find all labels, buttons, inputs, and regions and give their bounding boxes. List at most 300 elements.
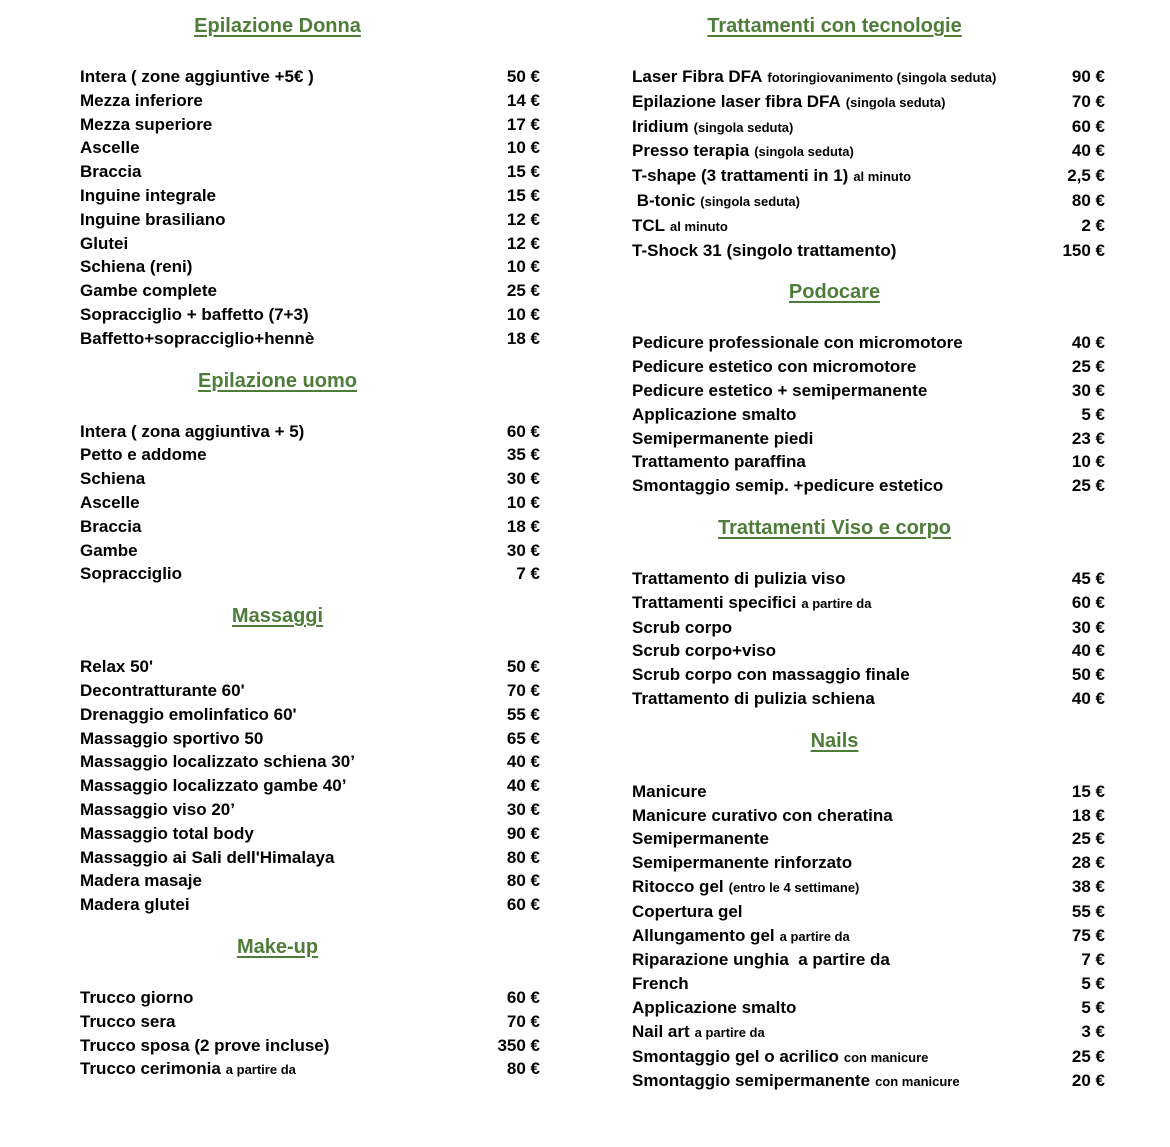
price-row xyxy=(632,403,1105,427)
service-price: 20 € xyxy=(1071,1071,1105,1091)
price-row xyxy=(80,893,540,917)
service-name-text: Scrub corpo con massaggio finale xyxy=(632,665,910,685)
service-name-text: Semipermanente xyxy=(632,829,769,849)
section-items xyxy=(632,780,1105,1094)
price-row xyxy=(80,65,540,89)
service-name-text: T-Shock 31 (singolo trattamento) xyxy=(632,240,897,260)
price-row xyxy=(632,996,1105,1020)
service-name-text: Pedicure estetico + semipermanente xyxy=(632,380,928,400)
price-row xyxy=(632,972,1105,996)
service-name xyxy=(632,639,1047,663)
price-row xyxy=(80,822,540,846)
price-row xyxy=(80,655,540,679)
price-row xyxy=(632,1069,1105,1094)
service-price: 10 € xyxy=(506,492,540,512)
service-name xyxy=(632,780,1047,804)
price-row xyxy=(80,184,540,208)
service-price: 55 € xyxy=(506,704,540,724)
price-row xyxy=(632,591,1105,616)
price-row xyxy=(632,1045,1105,1070)
section-items xyxy=(80,420,540,587)
price-row xyxy=(80,798,540,822)
section-title: Epilazione uomo xyxy=(198,369,357,392)
price-row xyxy=(632,239,1105,263)
service-name-text: Nail art xyxy=(632,1021,690,1041)
price-row xyxy=(80,846,540,870)
section-title: Trattamenti con tecnologie xyxy=(707,15,962,37)
price-row xyxy=(632,780,1105,804)
service-name-text: Massaggio ai Sali dell'Himalaya xyxy=(80,847,335,867)
price-row xyxy=(80,774,540,798)
price-row xyxy=(632,567,1105,591)
service-name-text: Pedicure estetico con micromotore xyxy=(632,357,917,377)
price-row xyxy=(80,703,540,727)
service-name-text: Massaggio total body xyxy=(80,823,254,843)
service-price: 40 € xyxy=(1071,141,1105,161)
service-name xyxy=(632,403,1047,427)
service-name-text: Applicazione smalto xyxy=(632,404,797,424)
service-price: 7 € xyxy=(1081,950,1105,970)
service-price: 60 € xyxy=(506,895,540,915)
service-price: 80 € xyxy=(506,1059,540,1079)
service-name xyxy=(80,327,482,351)
service-price: 10 € xyxy=(506,257,540,277)
service-name-text: Laser Fibra DFA xyxy=(632,67,763,86)
service-name-text: Smontaggio gel o acrilico xyxy=(632,1046,839,1066)
service-price: 90 € xyxy=(1071,67,1105,86)
section-title: Podocare xyxy=(788,281,881,304)
service-price: 18 € xyxy=(1071,805,1105,825)
service-price: 12 € xyxy=(506,233,540,253)
service-name-text: Allungamento gel xyxy=(632,925,775,945)
price-section xyxy=(80,369,540,587)
service-name-text: Massaggio viso 20’ xyxy=(80,799,235,819)
price-row xyxy=(80,327,540,351)
service-price: 60 € xyxy=(506,987,540,1007)
price-row xyxy=(632,924,1105,949)
service-name xyxy=(80,655,482,679)
price-row xyxy=(632,115,1105,140)
price-row xyxy=(632,164,1105,189)
price-row xyxy=(632,189,1105,214)
service-name-text: Petto e addome xyxy=(80,445,207,465)
service-name-text: Scrub corpo+viso xyxy=(632,641,777,661)
service-name-text: Madera masaje xyxy=(80,871,202,891)
service-name xyxy=(632,996,1047,1020)
service-name xyxy=(632,567,1047,591)
service-name xyxy=(632,851,1047,875)
service-name-text: Smontaggio semip. +pedicure estetico xyxy=(632,476,944,496)
service-name xyxy=(80,255,482,279)
price-row xyxy=(80,562,540,586)
section-items xyxy=(80,655,540,917)
service-name xyxy=(632,115,1047,140)
service-price: 15 € xyxy=(1071,781,1105,801)
service-price: 5 € xyxy=(1081,404,1105,424)
price-row xyxy=(632,616,1105,640)
service-price: 30 € xyxy=(1071,380,1105,400)
service-name xyxy=(80,303,482,327)
service-price: 2 € xyxy=(1081,215,1105,235)
service-name-text: Gambe xyxy=(80,540,138,560)
service-name-text: Massaggio localizzato schiena 30’ xyxy=(80,752,355,772)
price-row xyxy=(632,851,1105,875)
service-price: 70 € xyxy=(506,1011,540,1031)
price-row xyxy=(632,450,1105,474)
price-row xyxy=(80,515,540,539)
service-name xyxy=(632,972,1047,996)
service-name-text: Epilazione laser fibra DFA xyxy=(632,91,841,111)
price-section xyxy=(632,729,1105,1094)
section-title: Make-up xyxy=(236,935,319,958)
service-name xyxy=(80,750,482,774)
service-price: 17 € xyxy=(506,114,540,134)
service-name xyxy=(80,727,482,751)
service-name-text: Trucco sposa (2 prove incluse) xyxy=(80,1035,330,1055)
service-price: 150 € xyxy=(1062,240,1105,260)
price-section xyxy=(632,14,1105,262)
service-price: 80 € xyxy=(506,871,540,891)
service-name-text: Trucco giorno xyxy=(80,987,194,1007)
price-section xyxy=(80,604,540,917)
service-name xyxy=(80,208,482,232)
service-price: 10 € xyxy=(506,304,540,324)
service-name-text: Applicazione smalto xyxy=(632,997,797,1017)
price-row xyxy=(80,89,540,113)
price-row xyxy=(632,90,1105,115)
service-price: 80 € xyxy=(1071,190,1105,210)
price-section xyxy=(80,935,540,1082)
service-name xyxy=(632,214,1047,239)
service-price: 7 € xyxy=(516,564,540,584)
price-row xyxy=(80,160,540,184)
service-price: 60 € xyxy=(1071,592,1105,612)
left-column xyxy=(80,14,540,1094)
service-name xyxy=(632,1069,1047,1094)
service-price: 25 € xyxy=(1071,357,1105,377)
price-row xyxy=(632,948,1105,972)
service-note: con manicure xyxy=(875,1074,960,1090)
service-name xyxy=(80,822,482,846)
price-row xyxy=(632,687,1105,711)
service-name-text: B-tonic xyxy=(632,190,696,210)
service-price: 60 € xyxy=(506,421,540,441)
service-name xyxy=(80,1034,482,1058)
service-name xyxy=(80,89,482,113)
service-name xyxy=(632,239,1047,263)
service-price: 12 € xyxy=(506,209,540,229)
price-row xyxy=(80,443,540,467)
service-price: 10 € xyxy=(506,138,540,158)
service-name-text: Braccia xyxy=(80,516,142,536)
service-name-text: Relax 50' xyxy=(80,657,154,677)
service-name xyxy=(80,65,482,89)
service-price: 40 € xyxy=(506,776,540,796)
service-price: 40 € xyxy=(1071,688,1105,708)
section-title: Nails xyxy=(810,729,859,752)
service-price: 50 € xyxy=(506,67,540,86)
service-price: 23 € xyxy=(1071,428,1105,448)
service-name-text: Semipermanente piedi xyxy=(632,428,814,448)
service-name-text: Semipermanente rinforzato xyxy=(632,853,853,873)
service-name-text: Pedicure professionale con micromotore xyxy=(632,333,963,353)
price-row xyxy=(632,139,1105,164)
service-name-text: Sopracciglio + baffetto (7+3) xyxy=(80,304,309,324)
service-price: 45 € xyxy=(1071,568,1105,588)
service-name-text: Drenaggio emolinfatico 60' xyxy=(80,704,297,724)
service-name xyxy=(632,900,1047,924)
service-name xyxy=(632,827,1047,851)
service-name-text: Gambe complete xyxy=(80,281,217,301)
service-name-text: Iridium xyxy=(632,116,689,136)
section-items xyxy=(632,65,1105,262)
service-name-text: French xyxy=(632,974,689,994)
service-name xyxy=(80,562,482,586)
service-note: al minuto xyxy=(853,169,912,185)
service-name xyxy=(80,774,482,798)
service-name xyxy=(80,113,482,137)
service-name-text: Intera ( zona aggiuntiva + 5) xyxy=(80,421,305,441)
service-price: 18 € xyxy=(506,328,540,348)
service-name-text: Ascelle xyxy=(80,138,140,158)
service-name xyxy=(80,846,482,870)
service-price: 90 € xyxy=(506,823,540,843)
service-name-text: Massaggio localizzato gambe 40’ xyxy=(80,776,347,796)
service-price: 30 € xyxy=(506,540,540,560)
service-name-text: Manicure curativo con cheratina xyxy=(632,805,893,825)
service-name xyxy=(80,136,482,160)
service-name xyxy=(632,875,1047,900)
service-price: 75 € xyxy=(1071,925,1105,945)
service-note: (singola seduta) xyxy=(693,119,794,135)
service-name xyxy=(632,687,1047,711)
service-price: 35 € xyxy=(506,445,540,465)
service-name-text: Trattamento paraffina xyxy=(632,452,806,472)
service-name xyxy=(632,139,1047,164)
service-price: 70 € xyxy=(1071,91,1105,111)
service-price: 40 € xyxy=(1071,333,1105,353)
service-name xyxy=(632,804,1047,828)
service-name xyxy=(632,1045,1047,1070)
service-name-text: Schiena xyxy=(80,469,146,489)
service-note: al minuto xyxy=(670,218,728,234)
service-name xyxy=(80,893,482,917)
service-name xyxy=(632,474,1047,498)
price-row xyxy=(632,474,1105,498)
service-name xyxy=(632,663,1047,687)
price-row xyxy=(632,1020,1105,1045)
service-name-text: Madera glutei xyxy=(80,895,190,915)
right-column xyxy=(632,14,1105,1094)
price-row xyxy=(80,255,540,279)
service-name-text: Trucco cerimonia xyxy=(80,1059,221,1079)
service-name xyxy=(632,189,1047,214)
price-row xyxy=(80,750,540,774)
section-items xyxy=(80,65,540,351)
service-name xyxy=(80,869,482,893)
service-price: 30 € xyxy=(506,799,540,819)
service-price: 80 € xyxy=(506,847,540,867)
service-name xyxy=(80,798,482,822)
service-note: a partire da xyxy=(694,1024,765,1040)
service-price: 30 € xyxy=(506,469,540,489)
price-row xyxy=(632,827,1105,851)
service-price: 65 € xyxy=(506,728,540,748)
service-name-text: Glutei xyxy=(80,233,129,253)
price-row xyxy=(632,804,1105,828)
service-price: 14 € xyxy=(506,90,540,110)
service-name xyxy=(80,184,482,208)
service-name-text: T-shape (3 trattamenti in 1) xyxy=(632,166,849,186)
service-name-text: Riparazione unghia a partire da xyxy=(632,950,890,970)
service-price: 10 € xyxy=(1071,452,1105,472)
price-row xyxy=(632,379,1105,403)
section-items xyxy=(632,567,1105,711)
section-title: Trattamenti Viso e corpo xyxy=(717,516,952,539)
service-price: 15 € xyxy=(506,185,540,205)
service-name xyxy=(632,450,1047,474)
service-name-text: Ascelle xyxy=(80,492,140,512)
service-note: fotoringiovanimento (singola seduta) xyxy=(767,70,997,85)
service-name xyxy=(80,443,482,467)
service-name-text: Inguine integrale xyxy=(80,185,217,205)
service-name-text: Trattamento di pulizia viso xyxy=(632,568,846,588)
service-name xyxy=(632,331,1047,355)
service-name xyxy=(80,279,482,303)
service-price: 38 € xyxy=(1071,876,1105,896)
service-name xyxy=(632,427,1047,451)
price-row xyxy=(80,303,540,327)
service-name-text: Copertura gel xyxy=(632,901,743,921)
service-price: 5 € xyxy=(1081,997,1105,1017)
price-row xyxy=(80,113,540,137)
price-row xyxy=(632,65,1105,90)
price-section xyxy=(632,280,1105,498)
price-row xyxy=(80,1010,540,1034)
service-name-text: Presso terapia xyxy=(632,141,750,161)
service-note: a partire da xyxy=(779,928,850,944)
service-name xyxy=(80,467,482,491)
price-row xyxy=(632,214,1105,239)
service-name xyxy=(80,160,482,184)
service-price: 40 € xyxy=(1071,641,1105,661)
service-name-text: Smontaggio semipermanente xyxy=(632,1071,871,1091)
price-row xyxy=(632,663,1105,687)
service-name xyxy=(632,164,1047,189)
price-row xyxy=(80,1034,540,1058)
service-name-text: Decontratturante 60' xyxy=(80,680,245,700)
price-row xyxy=(80,136,540,160)
price-row xyxy=(632,427,1105,451)
service-name xyxy=(632,65,1047,90)
service-price: 60 € xyxy=(1071,116,1105,136)
service-note: con manicure xyxy=(843,1049,929,1065)
service-name xyxy=(80,1010,482,1034)
service-note: a partire da xyxy=(225,1062,296,1078)
service-price: 15 € xyxy=(506,162,540,182)
service-name-text: Scrub corpo xyxy=(632,617,733,637)
price-section xyxy=(80,14,540,351)
service-name xyxy=(80,703,482,727)
service-name-text: Mezza inferiore xyxy=(80,90,203,110)
service-price: 30 € xyxy=(1071,617,1105,637)
price-row xyxy=(80,467,540,491)
service-price: 25 € xyxy=(1071,476,1105,496)
service-price: 28 € xyxy=(1071,853,1105,873)
section-items xyxy=(632,331,1105,498)
service-name xyxy=(632,616,1047,640)
service-price: 25 € xyxy=(506,281,540,301)
price-row xyxy=(80,679,540,703)
service-name-text: Mezza superiore xyxy=(80,114,213,134)
service-name xyxy=(80,420,482,444)
price-section xyxy=(632,516,1105,711)
service-name xyxy=(632,355,1047,379)
price-row xyxy=(80,1057,540,1082)
section-items xyxy=(80,986,540,1082)
service-price: 18 € xyxy=(506,516,540,536)
service-name-text: Trucco sera xyxy=(80,1011,176,1031)
service-price: 40 € xyxy=(506,752,540,772)
service-name-text: Manicure xyxy=(632,781,707,801)
service-name xyxy=(80,679,482,703)
service-price: 2,5 € xyxy=(1067,166,1105,186)
service-name xyxy=(632,379,1047,403)
price-row xyxy=(80,727,540,751)
service-note: (singola seduta) xyxy=(845,94,946,110)
service-note: (singola seduta) xyxy=(754,144,854,160)
price-row xyxy=(632,639,1105,663)
service-price: 25 € xyxy=(1071,829,1105,849)
price-row xyxy=(80,420,540,444)
service-name-text: Inguine brasiliano xyxy=(80,209,226,229)
service-name-text: Massaggio sportivo 50 xyxy=(80,728,264,748)
service-name xyxy=(80,232,482,256)
price-row xyxy=(80,869,540,893)
price-row xyxy=(80,491,540,515)
service-name-text: Baffetto+sopracciglio+hennè xyxy=(80,328,315,348)
service-name xyxy=(80,491,482,515)
service-name xyxy=(80,986,482,1010)
service-price: 350 € xyxy=(497,1035,540,1055)
service-price: 50 € xyxy=(506,657,540,677)
section-title: Epilazione Donna xyxy=(194,15,361,37)
service-name-text: Trattamento di pulizia schiena xyxy=(632,688,875,708)
price-row xyxy=(80,539,540,563)
service-name xyxy=(632,591,1047,616)
price-row xyxy=(80,279,540,303)
service-name-text: Braccia xyxy=(80,162,142,182)
service-price: 55 € xyxy=(1071,901,1105,921)
service-name xyxy=(80,1057,482,1082)
service-name xyxy=(632,924,1047,949)
price-row xyxy=(632,900,1105,924)
service-name xyxy=(80,539,482,563)
service-name-text: TCL xyxy=(632,215,666,235)
price-row xyxy=(80,986,540,1010)
service-name xyxy=(632,90,1047,115)
section-title: Massaggi xyxy=(231,605,324,628)
service-name-text: Schiena (reni) xyxy=(80,257,193,277)
service-price: 5 € xyxy=(1081,974,1105,994)
service-price: 70 € xyxy=(506,680,540,700)
service-price: 50 € xyxy=(1071,665,1105,685)
service-note: (singola seduta) xyxy=(700,193,800,209)
service-price: 25 € xyxy=(1071,1046,1105,1066)
service-price: 3 € xyxy=(1081,1021,1105,1041)
service-note: a partire da xyxy=(801,595,872,611)
service-name-text: Ritocco gel xyxy=(632,876,724,896)
